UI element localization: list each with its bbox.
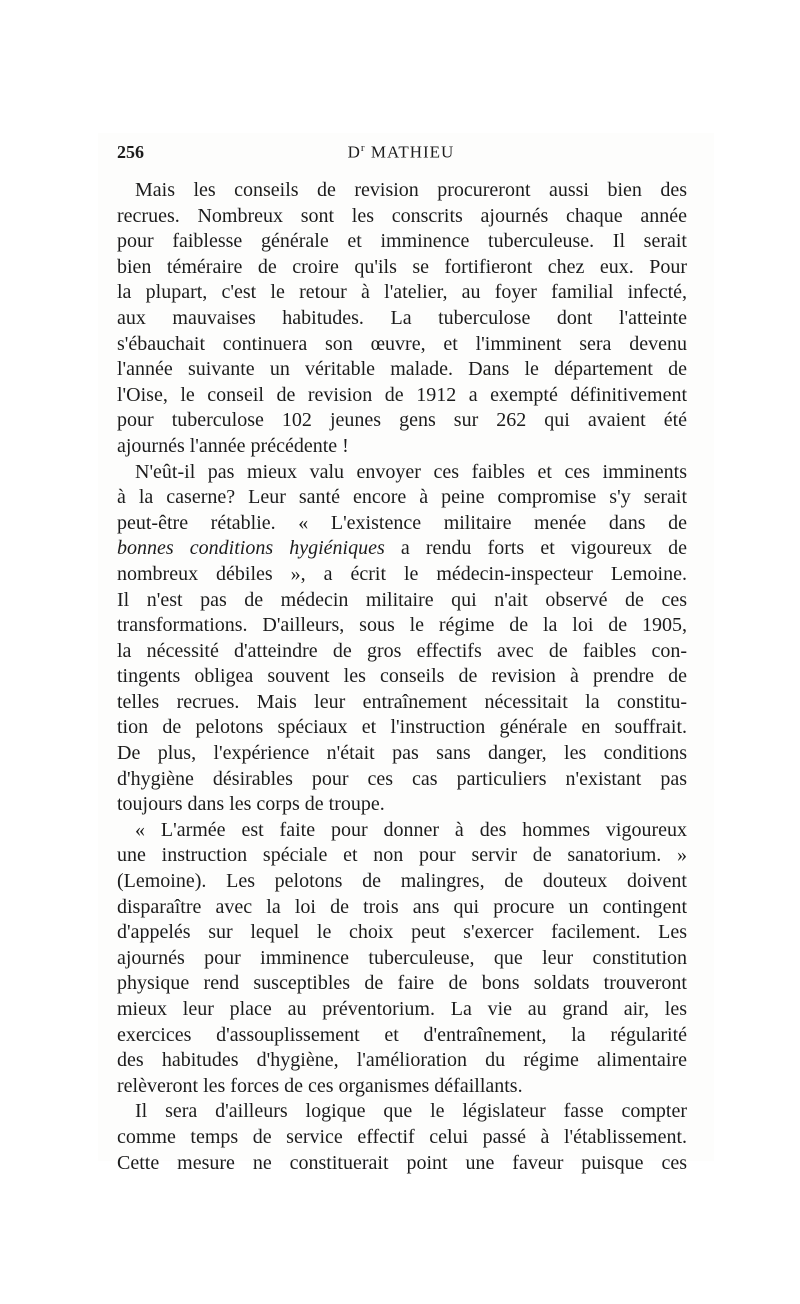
author-name: MATHIEU: [370, 142, 455, 162]
text-line: des habitudes d'hygiène, l'amélioration du régime alimentaire: [117, 1049, 687, 1072]
text-line: comme temps de service effectif celui passé à l'établissement.: [117, 1125, 687, 1148]
text-line: physique rend susceptibles de faire de bons soldats trouveront: [117, 972, 687, 995]
text-line: mieux leur place au préventorium. La vie au grand air, les: [117, 998, 687, 1020]
text-line: nombreux débiles », a écrit le médecin-inspecteur Lemoine.: [117, 562, 687, 585]
text-line: peut-être rétablie. « L'existence militaire menée dans de: [117, 511, 687, 534]
text-line: transformations. D'ailleurs, sous le régime de la loi de 1905,: [117, 614, 687, 637]
italic-phrase: bonnes conditions hygiéniques: [117, 537, 385, 560]
text-line: l'Oise, le conseil de revision de 1912 a exempté définitivement: [117, 383, 687, 406]
text-line: bonnes conditions hygiéniques a rendu forts et vigoureux de: [117, 537, 687, 560]
text-line: aux mauvaises habitudes. La tuberculose dont l'atteinte: [117, 306, 687, 329]
text-line: tingents obligea souvent les conseils de revision à prendre de: [117, 665, 687, 688]
text-line: à la caserne? Leur santé encore à peine compromise s'y serait: [117, 486, 687, 509]
text-line: relèveront les forces de ces organismes défaillants.: [117, 1074, 523, 1097]
text-line: Il n'est pas de médecin militaire qui n'ait observé de ces: [117, 588, 687, 611]
text-line: d'appelés sur lequel le choix peut s'exercer facilement. Les: [117, 921, 687, 944]
text-line: De plus, l'expérience n'était pas sans danger, les conditions: [117, 742, 687, 765]
author-prefix: D: [347, 142, 361, 162]
text-line: disparaître avec la loi de trois ans qui procure un contingent: [117, 895, 687, 918]
text-line: l'année suivante un véritable malade. Dans le département de: [117, 358, 687, 381]
running-head: [117, 142, 685, 163]
text-line: toujours dans les corps de troupe.: [117, 793, 385, 816]
text-line: d'hygiène désirables pour ces cas particuliers n'existant pas: [117, 767, 687, 790]
text-line: N'eût-il pas mieux valu envoyer ces faibles et ces imminents: [135, 460, 687, 483]
text-line: pour tuberculose 102 jeunes gens sur 262 qui avaient été: [117, 409, 687, 432]
text-line: telles recrues. Mais leur entraînement nécessitait la constitu-: [117, 690, 687, 713]
text-line: ajournés pour imminence tuberculeuse, que leur constitution: [117, 946, 687, 969]
text-line: pour faiblesse générale et imminence tuberculeuse. Il serait: [117, 230, 687, 253]
text-line: une instruction spéciale et non pour servir de sanatorium. »: [117, 844, 687, 867]
page-header: [117, 142, 685, 166]
text-line: ajournés l'année précédente !: [117, 434, 349, 457]
text-line: « L'armée est faite pour donner à des hommes vigoureux: [135, 818, 687, 841]
text-line: tion de pelotons spéciaux et l'instruction générale en souffrait.: [117, 716, 687, 739]
text-line: Mais les conseils de revision procureront aussi bien des: [135, 179, 687, 201]
text-line: bien téméraire de croire qu'ils se fortifieront chez eux. Pour: [117, 255, 687, 278]
text-line: Il sera d'ailleurs logique que le législateur fasse compter: [135, 1100, 687, 1123]
text-line: (Lemoine). Les pelotons de malingres, de douteux doivent: [117, 870, 687, 893]
page-number: 256: [117, 142, 144, 162]
text-line: exercices d'assouplissement et d'entraînement, la régularité: [117, 1023, 687, 1046]
text-line: la plupart, c'est le retour à l'atelier, au foyer familial infecté,: [117, 281, 687, 304]
text-line: recrues. Nombreux sont les conscrits ajournés chaque année: [117, 204, 687, 227]
text-line: Cette mesure ne constituerait point une faveur puisque ces: [117, 1151, 687, 1174]
text-line: s'ébauchait continuera son œuvre, et l'imminent sera devenu: [117, 332, 687, 355]
body-text: [117, 178, 687, 1176]
text-line: la nécessité d'atteindre de gros effectifs avec de faibles con-: [117, 639, 687, 662]
author-title-sup: r: [360, 142, 366, 154]
